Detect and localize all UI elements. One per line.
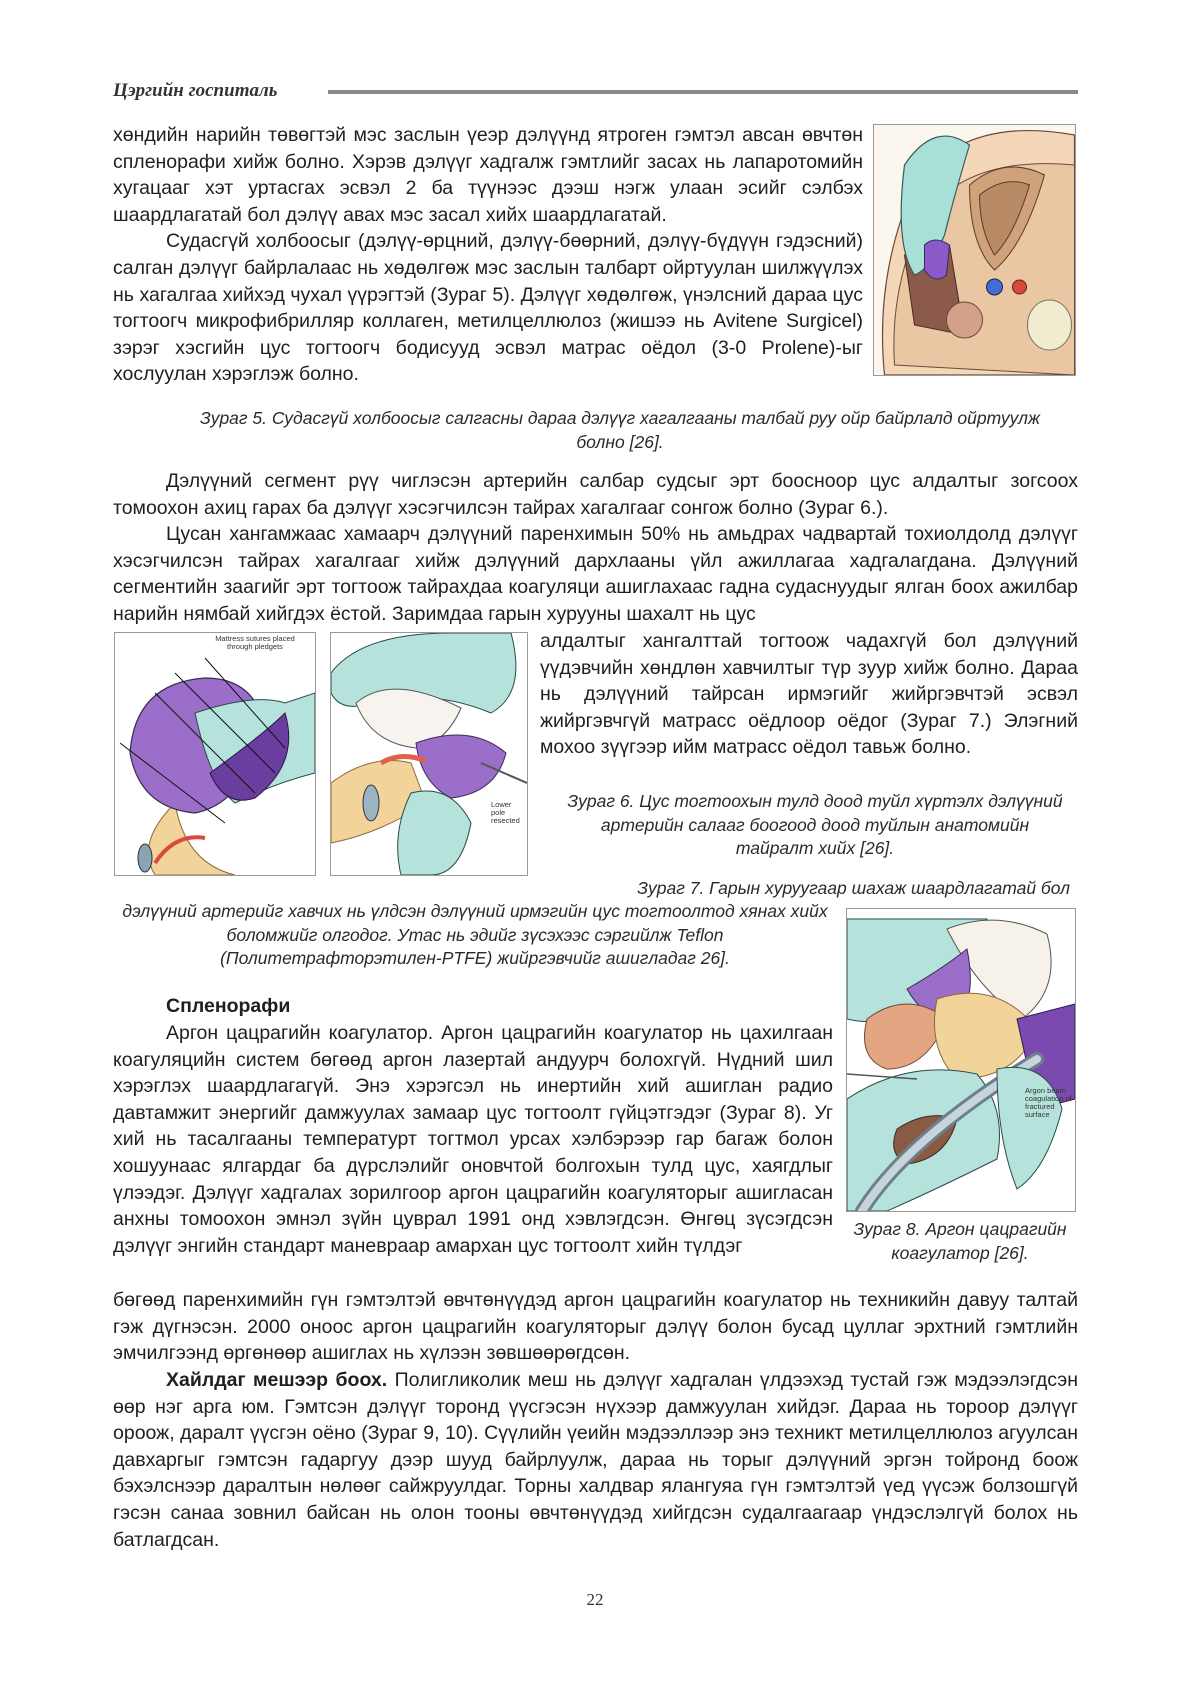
figure-5-illustration (873, 124, 1076, 376)
paragraph-partial-splenectomy: Цусан хангамжаас хамаарч дэлүүний паренхимын 50% нь амьдрах чадвартай тохиолдолд дэлүүг хэсэгчилсэн тайрах хагалгааг хийж дэлүүний дархлааны үйл ажиллагаа хадгалагдана. Дэлүүний сегментийн заагийг эрт тогтоож тайрахдаа коагуляци ашиглахаас гадна судаснуудыг ялган боох ажилбар нарийн нямбай хийгдэх ёстой. Заримдаа гарын хурууны шахалт нь цус (113, 523, 1078, 625)
page-number: 22 (586, 1590, 604, 1609)
figure-8-illustration (846, 908, 1076, 1212)
figure-6-illustration (114, 632, 316, 876)
spleen-cross-section-illustration (874, 125, 1075, 375)
absorbable-mesh-text: Полигликолик меш нь дэлүүг хадгалан үлдээхэд тустай гэж мэдээлэгдсэн өөр нэг арга юм. Гэмтсэн дэлүүг торонд үүсгэсэн нүхээр дамжуулан хийдэг. Дараа нь тороор дэлүүг ороож, даралт үүсгэн оёно (Зураг 9, 10). Сүүлийн үеийн мэдээллээр энэ техникт метилцеллюлоз агуулсан давхаргыг гэмтсэн гадаргуу дээр шууд байрлуулж, дараа нь торыг дэлүүний эргэн тойронд боож бэхэлснээр даралтын нөлөөг сайжруулдаг. Торны халдвар ялангуяа гүн гэмтэлтэй үед үүсэж болзошгүй гэсэн санаа зовнил байсан нь олон тооны өвчтөнүүдэд хийгдсэн судалгаагаар үндэслэлгүй болох нь батлагдсан. (113, 1369, 1078, 1551)
header-rule (328, 90, 1078, 94)
figure-7-illustration (330, 632, 528, 876)
absorbable-mesh-heading: Хайлдаг мешээр боох. (166, 1369, 388, 1391)
paragraph-ligament-mobilization: Судасгүй холбоосыг (дэлүү-өрцний, дэлүү-бөөрний, дэлүү-бүдүүн гэдэсний) салган дэлүүг байрлалаас нь хөдөлгөж мэс заслын талбарт ойртуулан шилжүүлэх нь хагалгаа хийхэд чухал үүрэгтэй (Зураг 5). Дэлүүг хөдөлгөж, үнэлсний дараа цус тогтоогч микрофибрилляр коллаген, метилцеллюлоз (жишээ нь Avitene Surgicel) зэрэг хэсгийн цус тогтоогч бодисууд эсвэл матрас оёдол (3-0 Prolene)-ыг хослуулан хэрэглэж болно. (113, 230, 863, 386)
figure-8-caption: Зураг 8. Аргон цацрагийн коагулатор [26]. (853, 1219, 1067, 1263)
paragraph-argon-beam-continued: бөгөөд паренхимийн гүн гэмтэлтэй өвчтөнүүдэд аргон цацрагийн коагулатор нь техникийн давуу талтай гэж дүгнэсэн. 2000 оноос аргон цацрагийн коагуляторыг дэлүү болон бусад цуллаг эрхтний гэмтлийн эмчилгээнд өргөнөөр ашиглах нь хүлээн зөвшөөрөгдсөн. (113, 1289, 1078, 1365)
segment-artery-paragraphs (113, 468, 1078, 628)
figure-6-caption: Зураг 6. Цус тогтоохын тулд доод туйл хүртэлх дэлүүний артерийн салааг боогоод доод туйлын анатомийн тайралт хийх [26]. (567, 791, 1063, 858)
label-argon-beam: Argon beam coagulation of fractured surface (1025, 1086, 1072, 1119)
figure-5-caption: Зураг 5. Судасгүй холбоосыг салгасны дараа дэлүүг хагалгааны талбай руу ойр байрлалд ойртуулж болно [26]. (199, 408, 1041, 452)
figure-7-caption-rest: дэлүүний артерийг хавчих нь үлдсэн дэлүүний ирмэгийн цус тогтоолтод хянах хийх боломжийг олгодог. Утас нь эдийг зүсэхээс сэргийлж Teflon (Политетрафторэтилен-PTFE) жийргэвчийг ашигладаг 26]. (122, 901, 828, 968)
paragraph-argon-beam: Аргон цацрагийн коагулатор. Аргон цацрагийн коагулатор нь цахилгаан коагуляцийн систем бөгөөд аргон лазертай андуурч болохгүй. Нүдний шил хэрэглэх шаардлагагүй. Энэ хэрэгсэл нь инертийн хий ашиглан радио давтамжит энергийг дамжуулах замаар цус тогтоолт гүйцэтгэдэг (Зураг 8). Уг хий нь тасалгааны температурт тогтмол урсах хэлбэрээр гар багаж болон хошуунаас ялгардаг ба дүрслэлийг оновчтой болгохын тулд цус, хаягдлыг үлээдэг. Дэлүүг хадгалах зорилгоор аргон цацрагийн коагуляторыг ашигласан анхны томоохон эмнэл зүйн цуврал 1991 онд хэвлэгдсэн. Өнгөц зүсэгдсэн дэлүүг энгийн стандарт маневраар амархан цус тогтоолт хийн түлдэг (113, 1022, 833, 1257)
mattress-sutures-illustration (115, 633, 315, 875)
label-mattress-sutures: Mattress sutures placed through pledgets (215, 634, 295, 651)
paragraph-segmental-artery: Дэлүүний сегмент рүү чиглэсэн артерийн салбар судсыг эрт боосноор цус алдалтыг зогсоох томоохон ахиц гарах ба дэлүүг хэсэгчилсэн тайрах хагалгааг сонгож болно (Зураг 6.). (113, 470, 1078, 519)
label-lower-pole: Lower pole resected (491, 800, 520, 825)
paragraph-absorbable-mesh (113, 1367, 1078, 1553)
section-heading-splenorrhaphy: Спленорафи (166, 995, 291, 1017)
argon-beam-coagulator-illustration (847, 909, 1075, 1211)
paragraph-iatrogenic-injury: хөндийн нарийн төвөгтэй мэс заслын үеэр дэлүүнд ятроген гэмтэл авсан өвчтөн спленорафи хийж болно. Хэрэв дэлүүг хадгалж гэмтлийг засах нь лапаротомийн хугацааг хэт уртасгах эсвэл 2 ба түүнээс дээш нэгж улаан эсийг сэлбэх шаардлагатай бол дэлүү авах мэс засал хийх шаардлагатай. (113, 124, 863, 226)
figure-7-caption-first-line: Зураг 7. Гарын хуруугаар шахаж шаардлагатай бол (637, 878, 1070, 898)
paragraph-hilar-clamp: алдалтыг хангалттай тогтоож чадахгүй бол дэлүүний үүдэвчийн хөндлөн хавчилтыг түр зуур хийж болно. Дараа нь дэлүүний тайрсан ирмэгийг жийргэвчтэй эсвэл жийргэвчгүй матрасс оёдлоор оёдог (Зураг 7.) Элэгний мохоо зүүгээр ийм матрасс оёдол тавьж болно. (540, 630, 1078, 759)
journal-title: Цэргийн госпиталь (113, 80, 278, 101)
intro-paragraphs (113, 122, 863, 388)
lower-pole-resection-illustration (331, 633, 527, 875)
